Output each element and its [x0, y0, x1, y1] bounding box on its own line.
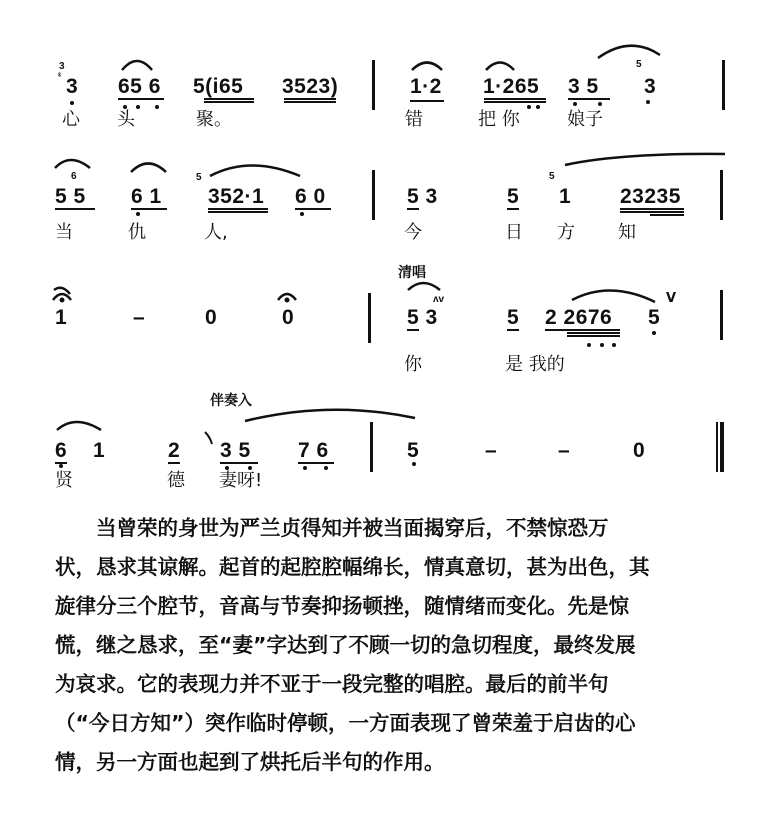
- low-octave-dot: [527, 105, 531, 109]
- underline: [204, 101, 254, 103]
- underline: [567, 332, 620, 334]
- underline: [407, 329, 419, 331]
- note: 3: [644, 75, 657, 98]
- low-octave-dot: [652, 331, 656, 335]
- note: –: [558, 439, 571, 462]
- low-octave-dot: [600, 343, 604, 347]
- note: 5: [507, 185, 520, 208]
- low-octave-dot: [324, 466, 328, 470]
- underline: [567, 335, 620, 337]
- underline: [507, 329, 519, 331]
- note: 3 5: [220, 439, 251, 462]
- underline: [298, 462, 334, 464]
- commentary-line: 旋律分三个腔节，音高与节奏抑扬顿挫，随情绪而变化。先是惊: [55, 594, 629, 618]
- commentary-line: 状，恳求其谅解。起首的起腔腔幅绵长，情真意切，甚为出色，其: [55, 555, 650, 579]
- slur-icon: [210, 166, 300, 177]
- note: 6 0: [295, 185, 326, 208]
- note: 6: [55, 439, 68, 462]
- note: 1·265: [483, 75, 540, 98]
- note: 3: [66, 75, 79, 98]
- barline: [720, 290, 723, 340]
- slur-icon: [412, 63, 442, 71]
- barline: [720, 170, 723, 220]
- lyric: 你: [404, 354, 422, 375]
- commentary-line: 当曾荣的身世为严兰贞得知并被当面揭穿后，不禁惊恐万: [55, 516, 609, 540]
- lyric: 妻呀!: [219, 470, 263, 491]
- underline: [55, 208, 95, 210]
- underline: [208, 208, 268, 210]
- underline: [620, 208, 684, 210]
- lyric: 心: [62, 109, 80, 130]
- low-octave-dot: [598, 102, 602, 106]
- note: 3523): [282, 75, 339, 98]
- underline: [295, 208, 331, 210]
- grace-note: 6: [71, 171, 77, 182]
- note: 6 1: [131, 185, 162, 208]
- lyric: 把 你: [478, 109, 520, 130]
- low-octave-dot: [536, 105, 540, 109]
- grace-note: 3: [59, 61, 65, 72]
- slur-icon: [408, 283, 440, 290]
- low-octave-dot: [412, 462, 416, 466]
- breath-mark-icon: V: [666, 291, 677, 306]
- lyric: 今: [404, 222, 422, 243]
- note: 0: [633, 439, 646, 462]
- barline: [372, 170, 375, 220]
- low-octave-dot: [300, 212, 304, 216]
- grace-note: 5: [549, 171, 555, 182]
- note: –: [485, 439, 498, 462]
- final-barline-thick: [720, 422, 724, 472]
- grace-note: 5: [196, 172, 202, 183]
- low-octave-dot: [573, 102, 577, 106]
- lyric: 方: [557, 222, 575, 243]
- lyric: 娘子: [567, 109, 603, 130]
- slur-icon: [245, 410, 415, 421]
- annotation-a-cappella: 清唱: [398, 265, 426, 281]
- note: 3 5: [568, 75, 599, 98]
- low-octave-dot: [612, 343, 616, 347]
- note: 23235: [620, 185, 681, 208]
- commentary-line: 情，另一方面也起到了烘托后半句的作用。: [55, 750, 445, 774]
- slur-icon: [122, 61, 152, 70]
- underline: [220, 462, 258, 464]
- lyric: 德: [167, 470, 185, 491]
- underline: [168, 462, 180, 464]
- underline: [484, 101, 546, 103]
- commentary-line: 为哀求。它的表现力并不亚于一段完整的唱腔。最后的前半句: [55, 672, 609, 696]
- note: 5(i65: [193, 75, 244, 98]
- underline: [410, 100, 444, 102]
- low-octave-dot: [303, 466, 307, 470]
- commentary-paragraph: [55, 509, 737, 782]
- final-barline-thin: [716, 422, 718, 472]
- note: 0: [282, 306, 295, 329]
- underline: [284, 101, 336, 103]
- lyric: 错: [405, 109, 423, 130]
- barline: [368, 293, 371, 343]
- low-octave-dot: [136, 212, 140, 216]
- slur-icon: [57, 422, 101, 430]
- note: 5: [407, 439, 420, 462]
- slur-icon: [486, 63, 514, 71]
- lyric: 人,: [204, 222, 228, 243]
- grace-note: 5: [636, 59, 642, 70]
- underline: [545, 329, 620, 331]
- note: 5 3: [407, 185, 438, 208]
- slur-icon: [565, 154, 725, 165]
- note: 1: [93, 439, 106, 462]
- underline: [208, 211, 268, 213]
- slur-icon: [598, 46, 660, 58]
- lyric: 日: [505, 222, 523, 243]
- lyric: 贤: [55, 470, 73, 491]
- low-octave-dot: [587, 343, 591, 347]
- underline: [568, 98, 610, 100]
- lyric: 仇: [128, 222, 146, 243]
- note: 5 5: [55, 185, 86, 208]
- underline: [118, 98, 164, 100]
- note: 0: [205, 306, 218, 329]
- underline: [650, 214, 684, 216]
- note: 1: [55, 306, 68, 329]
- barline: [722, 60, 725, 110]
- lyric: 聚。: [196, 109, 232, 130]
- note: 5: [648, 306, 661, 329]
- note: 5: [507, 306, 520, 329]
- underline: [204, 98, 254, 100]
- note: 7 6: [298, 439, 329, 462]
- underline: [131, 208, 167, 210]
- low-octave-dot: [155, 105, 159, 109]
- low-octave-dot: [59, 464, 63, 468]
- underline: [620, 211, 684, 213]
- note: 5 3: [407, 306, 438, 329]
- commentary-line: 慌，继之恳求，至“妻”字达到了不顾一切的急切程度，最终发展: [55, 633, 636, 657]
- note: –: [133, 306, 146, 329]
- lyric: 当: [55, 222, 73, 243]
- low-octave-dot: [136, 105, 140, 109]
- annotation-accompaniment-enters: 伴奏入: [210, 393, 252, 409]
- lyric: 头: [117, 109, 135, 130]
- lyric: 知: [618, 222, 636, 243]
- barline: [372, 60, 375, 110]
- commentary-line: （“今日方知”）突作临时停顿，一方面表现了曾荣羞于启齿的心: [55, 711, 636, 735]
- note: 1: [559, 185, 572, 208]
- note: 352·1: [208, 185, 265, 208]
- note: 2: [168, 439, 181, 462]
- note: 65 6: [118, 75, 161, 98]
- note: 1·2: [410, 75, 442, 98]
- low-octave-dot: [70, 101, 74, 105]
- slur-icon: [131, 164, 166, 173]
- underline: [407, 208, 419, 210]
- slur-icon: [55, 160, 90, 168]
- low-octave-dot: [646, 100, 650, 104]
- underline: [284, 98, 336, 100]
- note: 2 2676: [545, 306, 613, 329]
- underline: [484, 98, 546, 100]
- ornament-icon: ʌv: [433, 294, 445, 305]
- grace-tie-icon: ᵋ: [58, 71, 62, 82]
- slur-icon: [572, 290, 655, 302]
- underline: [507, 208, 519, 210]
- lyric: 是 我的: [505, 354, 565, 375]
- barline: [370, 422, 373, 472]
